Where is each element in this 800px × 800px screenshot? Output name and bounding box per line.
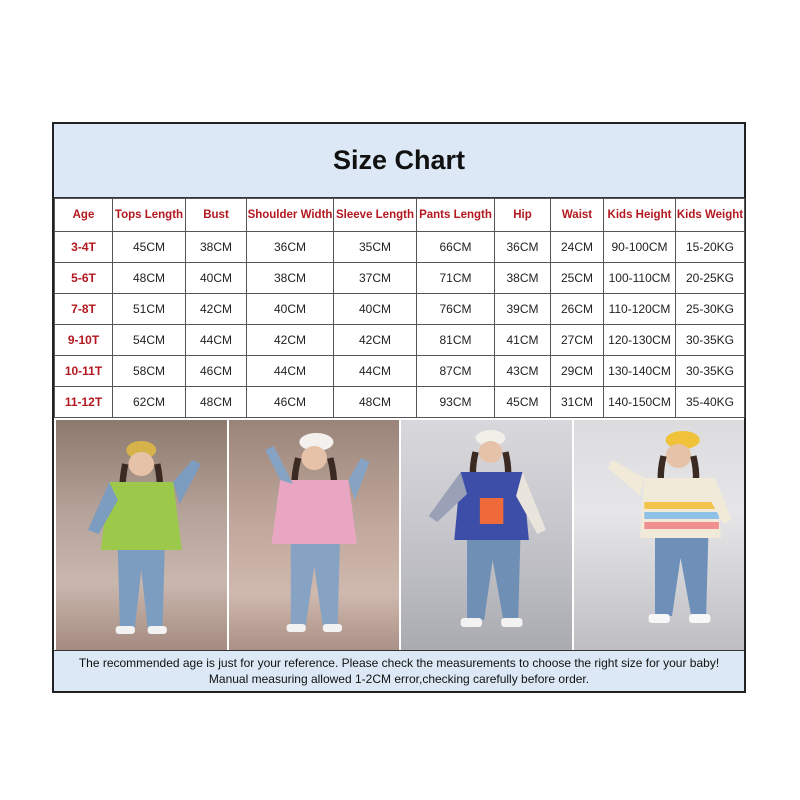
column-header: Sleeve Length (334, 199, 417, 232)
column-header: Hip (495, 199, 551, 232)
measurement-cell: 66CM (417, 232, 495, 263)
photo-1 (56, 420, 227, 652)
measurement-cell: 27CM (551, 325, 604, 356)
measurement-cell: 38CM (247, 263, 334, 294)
measurement-cell: 58CM (113, 356, 186, 387)
measurement-cell: 25-30KG (676, 294, 745, 325)
measurement-cell: 41CM (495, 325, 551, 356)
age-cell: 3-4T (55, 232, 113, 263)
table-row (55, 263, 745, 294)
measurement-cell: 26CM (551, 294, 604, 325)
disclaimer-footer (54, 650, 744, 691)
measurement-cell: 45CM (113, 232, 186, 263)
measurement-cell: 87CM (417, 356, 495, 387)
column-header: Kids Weight (676, 199, 745, 232)
measurement-cell: 93CM (417, 387, 495, 418)
measurement-cell: 37CM (334, 263, 417, 294)
measurement-cell: 48CM (334, 387, 417, 418)
measurement-cell: 44CM (334, 356, 417, 387)
measurement-cell: 42CM (334, 325, 417, 356)
measurement-cell: 42CM (186, 294, 247, 325)
measurement-cell: 46CM (247, 387, 334, 418)
measurement-cell: 38CM (186, 232, 247, 263)
measurement-cell: 40CM (247, 294, 334, 325)
table-row (55, 387, 745, 418)
measurement-cell: 48CM (113, 263, 186, 294)
photo-3 (401, 420, 572, 652)
measurement-cell: 90-100CM (604, 232, 676, 263)
size-table (54, 198, 745, 418)
size-chart-sheet (52, 122, 746, 693)
measurement-cell: 35-40KG (676, 387, 745, 418)
table-row (55, 325, 745, 356)
measurement-cell: 40CM (186, 263, 247, 294)
photo-4 (574, 420, 745, 652)
age-cell: 5-6T (55, 263, 113, 294)
measurement-cell: 20-25KG (676, 263, 745, 294)
column-header: Waist (551, 199, 604, 232)
measurement-cell: 40CM (334, 294, 417, 325)
measurement-cell: 140-150CM (604, 387, 676, 418)
disclaimer-line-2: Manual measuring allowed 1-2CM error,checking carefully before order. (208, 672, 590, 686)
column-header: Tops Length (113, 199, 186, 232)
measurement-cell: 31CM (551, 387, 604, 418)
measurement-cell: 15-20KG (676, 232, 745, 263)
measurement-cell: 44CM (247, 356, 334, 387)
girl-blue-sweatshirt-photo-icon (401, 420, 572, 652)
measurement-cell: 25CM (551, 263, 604, 294)
measurement-cell: 36CM (247, 232, 334, 263)
measurement-cell: 24CM (551, 232, 604, 263)
measurement-cell: 42CM (247, 325, 334, 356)
measurement-cell: 54CM (113, 325, 186, 356)
title-bar (54, 124, 744, 198)
table-body (55, 232, 745, 418)
measurement-cell: 100-110CM (604, 263, 676, 294)
measurement-cell: 35CM (334, 232, 417, 263)
measurement-cell: 38CM (495, 263, 551, 294)
product-photos (56, 420, 744, 652)
disclaimer-line-1: The recommended age is just for your reference. Please check the measurements to choose the right size for your baby! (78, 656, 720, 670)
measurement-cell: 45CM (495, 387, 551, 418)
photo-2 (229, 420, 400, 652)
table-row (55, 232, 745, 263)
measurement-cell: 46CM (186, 356, 247, 387)
measurement-cell: 81CM (417, 325, 495, 356)
age-cell: 9-10T (55, 325, 113, 356)
measurement-cell: 30-35KG (676, 325, 745, 356)
measurement-cell: 43CM (495, 356, 551, 387)
age-cell: 7-8T (55, 294, 113, 325)
column-header: Pants Length (417, 199, 495, 232)
measurement-cell: 71CM (417, 263, 495, 294)
measurement-cell: 30-35KG (676, 356, 745, 387)
measurement-cell: 51CM (113, 294, 186, 325)
measurement-cell: 130-140CM (604, 356, 676, 387)
age-cell: 10-11T (55, 356, 113, 387)
table-row (55, 294, 745, 325)
table-header-row (55, 199, 745, 232)
measurement-cell: 120-130CM (604, 325, 676, 356)
measurement-cell: 48CM (186, 387, 247, 418)
measurement-cell: 36CM (495, 232, 551, 263)
measurement-cell: 29CM (551, 356, 604, 387)
measurement-cell: 44CM (186, 325, 247, 356)
girl-pink-sweatshirt-photo-icon (229, 420, 400, 652)
measurement-cell: 110-120CM (604, 294, 676, 325)
girl-green-sweatshirt-photo-icon (56, 420, 227, 652)
column-header: Kids Height (604, 199, 676, 232)
column-header: Shoulder Width (247, 199, 334, 232)
page-title: Size Chart (332, 145, 466, 175)
table-row (55, 356, 745, 387)
measurement-cell: 76CM (417, 294, 495, 325)
age-cell: 11-12T (55, 387, 113, 418)
measurement-cell: 62CM (113, 387, 186, 418)
measurement-cell: 39CM (495, 294, 551, 325)
column-header: Age (55, 199, 113, 232)
girl-striped-sweatshirt-photo-icon (574, 420, 745, 652)
column-header: Bust (186, 199, 247, 232)
